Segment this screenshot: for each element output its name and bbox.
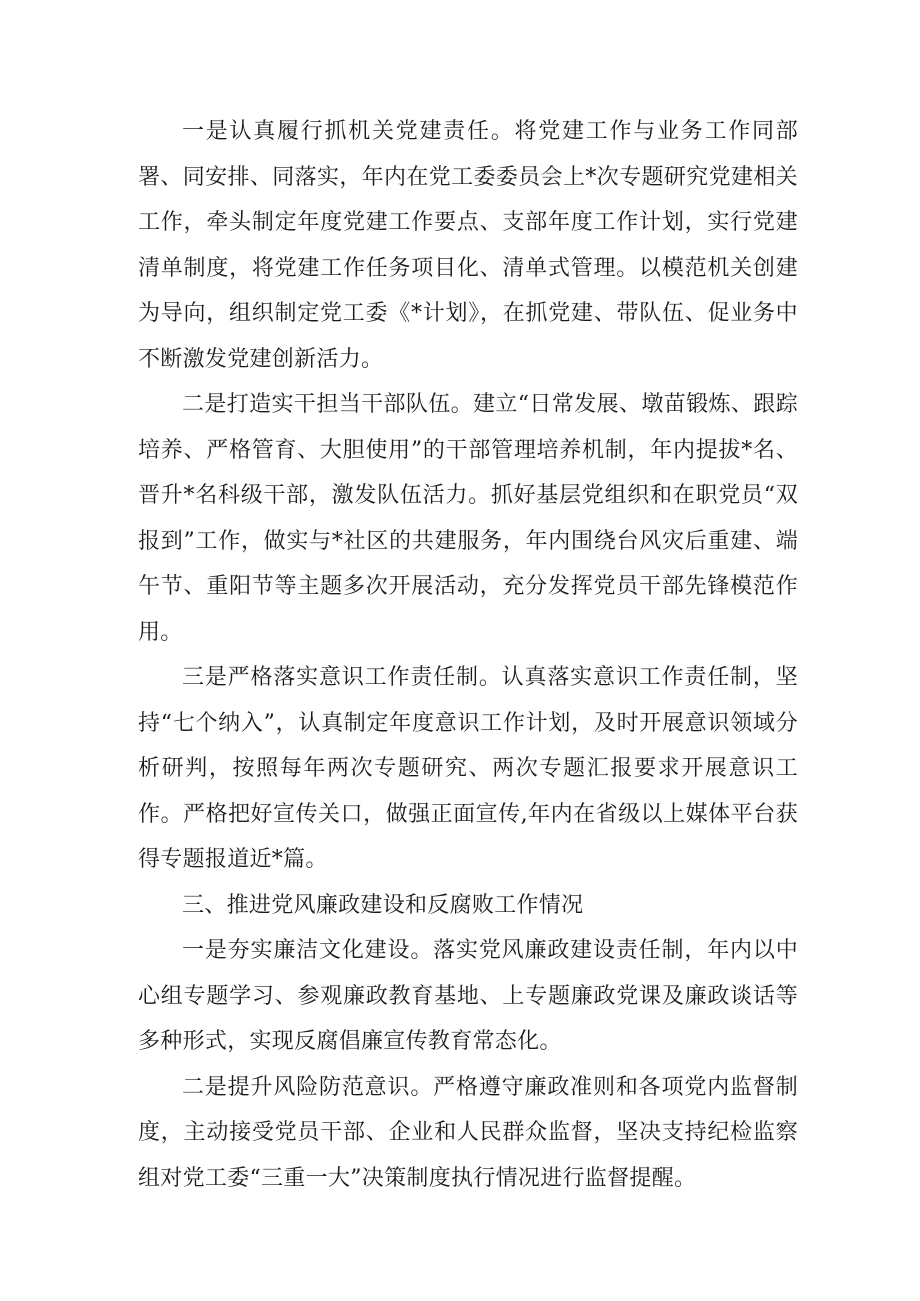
section-heading-anti-corruption: 三、推进党风廉政建设和反腐败工作情况: [182, 892, 584, 918]
paragraph-integrity-culture: 一是夯实廉洁文化建设。落实党风廉政建设责任制，年内以中心组专题学习、参观廉政教育基地、上专题廉政党课及廉政谈话等多种形式，实现反腐倡廉宣传教育常态化。: [138, 938, 798, 1054]
paragraph-risk-prevention: 二是提升风险防范意识。严格遵守廉政准则和各项党内监督制度，主动接受党员干部、企业和人民群众监督，坚决支持纪检监察组对党工委“三重一大”决策制度执行情况进行监督提醒。: [138, 1074, 798, 1191]
document-body: [138, 109, 798, 1201]
paragraph-ideology-responsibility: 三是严格落实意识工作责任制。认真落实意识工作责任制，坚持“七个纳入”，认真制定年度意识工作计划，及时开展意识领域分析研判，按照每年两次专题研究、两次专题汇报要求开展意识工作。严格把好宣传关口，做强正面宣传,年内在省级以上媒体平台获得专题报道近*篇。: [138, 665, 798, 872]
paragraph-cadre-team: 二是打造实干担当干部队伍。建立“日常发展、墩苗锻炼、跟踪培养、严格管育、大胆使用”的干部管理培养机制，年内提拔*名、晋升*名科级干部，激发队伍活力。抓好基层党组织和在职党员“双报到”工作，做实与*社区的共建服务，年内围绕台风灾后重建、端午节、重阳节等主题多次开展活动，充分发挥党员干部先锋模范作用。: [138, 392, 798, 645]
paragraph-party-building-responsibility: 一是认真履行抓机关党建责任。将党建工作与业务工作同部署、同安排、同落实，年内在党工委委员会上*次专题研究党建相关工作，牵头制定年度党建工作要点、支部年度工作计划，实行党建清单制度，将党建工作任务项目化、清单式管理。以模范机关创建为导向，组织制定党工委《*计划》，在抓党建、带队伍、促业务中不断激发党建创新活力。: [138, 119, 798, 372]
